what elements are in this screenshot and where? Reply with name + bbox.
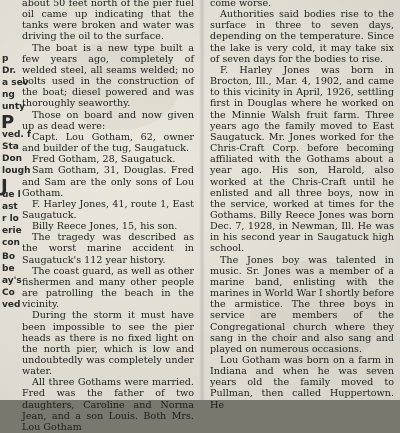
- edge-text-fragment: be: [2, 264, 15, 274]
- article-paragraph: The coast guard, as well as other fishermen and many other people are patrolling the beach in the vicinity.: [22, 265, 194, 311]
- edge-text-fragment: ue l: [2, 190, 21, 200]
- article-paragraph: F. Harley Jones was born in Brocton, Ill., Mar. 4, 1902, and came to this vicinity in April, 1926, settling first in Douglas where he worked on the Minnie Walsh fruit farm. Three years ago the family moved to East Saugatuck. Mr. Jones worked for the Chris-Craft Corp. before becoming affiliated with the Gothams about a year ago. His son, Harold, also worked at the Chris-Craft until he enlisted and all three boys, now in the service, worked at times for the Gothams. Billy Reece Jones was born Dec. 7, 1928, in Newman, Ill. He was in his second year in Saugatuck high school.: [210, 64, 394, 255]
- column-fold: [199, 0, 205, 400]
- edge-text-fragment: ast: [2, 202, 18, 212]
- article-paragraph: Those on board and now given up as dead were:: [22, 109, 194, 132]
- edge-text-fragment: P: [1, 112, 15, 133]
- edge-text-fragment: p: [2, 54, 9, 64]
- article-paragraph: Lou Gotham was born on a farm in Indiana and when he was seven years old the family moved to Pullman, then called Huppertown. He: [210, 355, 394, 411]
- edge-text-fragment: ay's: [2, 276, 22, 286]
- edge-text-fragment: ng: [2, 90, 15, 100]
- edge-text-fragment: Sta: [2, 142, 19, 152]
- edge-text-fragment: lough: [2, 166, 31, 176]
- article-paragraph: about 50 feet north of the pier fuel oil came up indicating that the tanks were broken and water was driving the oil to the surface.: [22, 0, 194, 43]
- edge-text-fragment: erie: [2, 226, 22, 236]
- article-paragraph: The boat is a new type built a few years ago, completely of welded steel, all seams welded; no bolts used in the construction of the boat; diesel powered and was thoroughly seaworthy.: [22, 42, 194, 110]
- edge-text-fragment: ved: [2, 300, 21, 310]
- article-paragraph: During the storm it must have been impossible to see the pier heads as there is no fixed light on the north pier, which is low and undoubtedly was completely under water.: [22, 310, 194, 378]
- article-paragraph: Authorities said bodies rise to the surface in three to seven days, depending on the temperature. Since the lake is very cold, it may take six of seven days for the bodies to rise.: [210, 9, 394, 65]
- article-paragraph: Sam Gotham, 31, Douglas. Fred and Sam are the only sons of Lou Gotham.: [22, 165, 194, 199]
- edge-text-fragment: Co: [2, 288, 15, 298]
- adjacent-column-fragment: [0, 0, 31, 400]
- edge-text-fragment: unty: [2, 102, 25, 112]
- article-paragraph: Capt. Lou Gotham, 62, owner and builder of the tug, Saugatuck.: [22, 131, 194, 155]
- edge-text-fragment: Don: [2, 154, 23, 164]
- edge-text-fragment: Bo: [2, 252, 16, 262]
- article-column-right: [210, 0, 394, 411]
- edge-text-fragment: con: [2, 238, 20, 248]
- article-paragraph: F. Harley Jones, 41, route 1, East Saugatuck.: [22, 198, 194, 221]
- article-paragraph: Fred Gotham, 28, Saugatuck.: [32, 154, 176, 166]
- edge-text-fragment: J: [1, 176, 8, 197]
- article-paragraph: come worse.: [210, 0, 272, 9]
- article-paragraph: Billy Reece Jones, 15, his son.: [32, 221, 178, 233]
- article-paragraph: All three Gothams were married. Fred was the father of two daughters, Caroline and Norma Jean, and a son Louis. Both Mrs. Lou Gotham: [22, 377, 194, 433]
- article-paragraph: The tragedy was described as the worst marine accident in Saugatuck's 112 year history.: [22, 232, 194, 266]
- article-column-left: [22, 0, 194, 433]
- edge-text-fragment: a sev: [2, 78, 29, 88]
- edge-text-fragment: r lo: [2, 214, 19, 224]
- edge-text-fragment: ved. f: [2, 130, 31, 140]
- article-paragraph: The Jones boy was talented in music. Sr. Jones was a member of a marine band, enlisting with the marines in World War I shortly before the armistice. The three boys in service are members of the Congregational church where they sang in the choir and also sang and played on numerous occasions.: [210, 254, 394, 355]
- edge-text-fragment: Dr.: [2, 66, 17, 76]
